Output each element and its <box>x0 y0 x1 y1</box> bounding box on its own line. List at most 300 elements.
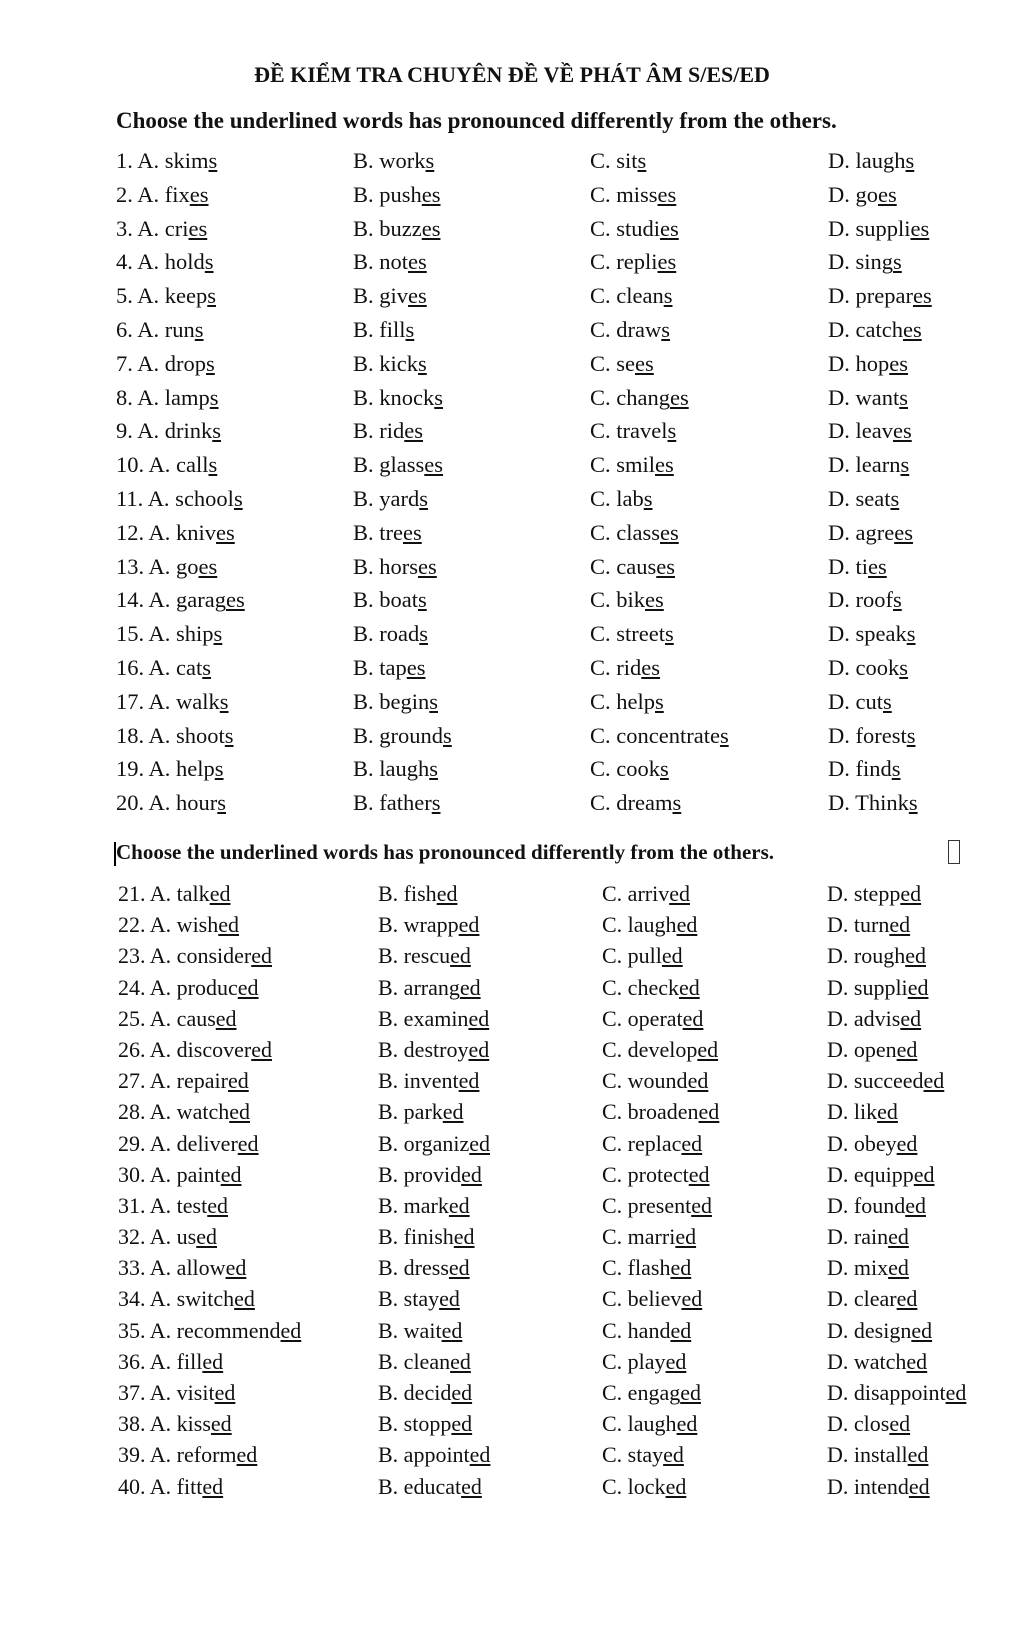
underlined-ending: es <box>216 519 235 545</box>
word-stem: D. clear <box>827 1286 897 1312</box>
word-stem: C. dream <box>590 790 673 816</box>
option-a <box>116 790 226 816</box>
word-stem: C. street <box>590 621 665 647</box>
option-b <box>378 1193 470 1219</box>
underlined-ending: s <box>667 418 677 444</box>
option-c <box>602 1006 703 1032</box>
question-row <box>0 182 1024 216</box>
underlined-ending: ed <box>459 974 481 1000</box>
word-stem: C. clean <box>590 283 664 309</box>
underlined-ending: s <box>655 688 664 714</box>
word-stem: D. cut <box>828 688 883 714</box>
option-a <box>118 975 259 1001</box>
underlined-ending: ed <box>676 912 698 938</box>
question-row <box>0 621 1024 655</box>
word-stem: A. test <box>149 1192 208 1218</box>
word-stem: A. discover <box>149 1036 252 1062</box>
underlined-ending: s <box>637 148 647 173</box>
underlined-ending: es <box>641 654 661 680</box>
option-d <box>828 486 899 512</box>
option-b <box>378 912 479 938</box>
option-a <box>116 351 215 377</box>
word-stem: B. organiz <box>378 1130 470 1156</box>
word-stem: C. lock <box>602 1473 666 1499</box>
word-stem: D. ti <box>828 553 869 579</box>
underlined-ending: es <box>424 452 444 478</box>
word-stem: B. stay <box>378 1286 440 1312</box>
word-stem: C. arriv <box>602 881 670 906</box>
word-stem: C. check <box>602 974 679 1000</box>
underlined-ending: s <box>899 384 909 410</box>
question-number: 21. <box>118 881 150 906</box>
underlined-ending: ed <box>450 943 471 969</box>
option-d <box>827 1099 898 1125</box>
underlined-ending: ed <box>691 1192 712 1218</box>
question-number: 9. <box>116 418 138 444</box>
option-d <box>828 452 909 478</box>
word-stem: C. se <box>590 350 635 376</box>
underlined-ending: ed <box>888 1255 909 1281</box>
option-d <box>827 1474 930 1500</box>
underlined-ending: s <box>207 283 217 309</box>
question-number: 27. <box>118 1068 150 1094</box>
question-number: 8. <box>116 384 138 410</box>
underlined-ending: s <box>208 148 218 173</box>
word-stem: C. pull <box>602 943 662 969</box>
word-stem: C. cook <box>590 756 660 782</box>
option-a <box>118 1193 228 1219</box>
question-row <box>0 486 1024 520</box>
option-b <box>378 1286 460 1312</box>
option-b <box>353 182 441 208</box>
word-stem: C. smil <box>590 452 656 478</box>
option-d <box>827 1193 926 1219</box>
underlined-ending: ed <box>448 1192 470 1218</box>
option-d <box>827 975 928 1001</box>
underlined-ending: ed <box>908 1473 930 1499</box>
word-stem: D. advis <box>827 1005 901 1031</box>
underlined-ending: s <box>663 283 673 309</box>
option-a <box>118 1224 217 1250</box>
option-d <box>827 1006 921 1032</box>
underlined-ending: ed <box>907 974 929 1000</box>
word-stem: A. fix <box>137 181 190 207</box>
underlined-ending: es <box>225 587 245 613</box>
option-d <box>827 1411 910 1437</box>
option-b <box>378 1349 471 1375</box>
word-stem: B. stopp <box>378 1411 452 1437</box>
question-row <box>0 1037 1024 1068</box>
option-b <box>353 587 427 613</box>
word-stem: C. flash <box>602 1255 671 1281</box>
option-c <box>602 1318 691 1344</box>
underlined-ending: es <box>660 215 679 241</box>
word-stem: D. suppli <box>827 974 908 1000</box>
word-stem: A. drink <box>137 418 213 444</box>
word-stem: A. school <box>147 485 234 511</box>
word-stem: B. laugh <box>353 756 430 782</box>
underlined-ending: ed <box>906 1348 928 1374</box>
option-c <box>590 182 676 208</box>
word-stem: D. Think <box>828 790 909 816</box>
word-stem: A. produc <box>149 974 238 1000</box>
option-d <box>827 943 926 969</box>
word-stem: D. disappoint <box>827 1380 946 1405</box>
underlined-ending: es <box>188 215 208 241</box>
underlined-ending: s <box>194 316 204 342</box>
question-row <box>0 1193 1024 1224</box>
underlined-ending: ed <box>215 1005 237 1031</box>
word-stem: D. install <box>827 1442 908 1468</box>
option-a <box>118 1068 249 1094</box>
question-number: 14. <box>116 587 149 613</box>
question-number: 16. <box>116 654 149 680</box>
underlined-ending: s <box>233 485 243 511</box>
word-stem: A. fitt <box>149 1473 203 1499</box>
underlined-ending: s <box>418 350 427 376</box>
underlined-ending: es <box>403 519 422 545</box>
underlined-ending: ed <box>682 1005 704 1031</box>
underlined-ending: ed <box>220 1161 242 1187</box>
question-row <box>0 554 1024 588</box>
word-stem: D. go <box>828 181 878 207</box>
option-b <box>378 1224 475 1250</box>
option-d <box>827 1380 966 1406</box>
question-number: 1. <box>116 148 138 173</box>
question-row <box>0 912 1024 943</box>
underlined-ending: ed <box>436 881 458 906</box>
word-stem: A. switch <box>149 1286 235 1312</box>
option-a <box>116 283 216 309</box>
underlined-ending: ed <box>209 881 231 906</box>
option-b <box>378 1474 482 1500</box>
underlined-ending: es <box>868 553 887 579</box>
word-stem: B. mark <box>378 1192 449 1218</box>
option-b <box>353 655 426 681</box>
option-b <box>353 486 428 512</box>
underlined-ending: ed <box>234 1286 255 1312</box>
option-c <box>602 1349 686 1375</box>
option-a <box>116 655 211 681</box>
question-number: 18. <box>116 722 149 748</box>
underlined-ending: s <box>208 452 218 478</box>
word-stem: B. ground <box>353 722 443 748</box>
word-stem: C. develop <box>602 1036 698 1062</box>
underlined-ending: ed <box>896 1036 918 1062</box>
word-stem: D. sing <box>828 249 894 275</box>
word-stem: C. miss <box>590 181 658 207</box>
option-a <box>118 1006 237 1032</box>
option-c <box>602 1131 702 1157</box>
underlined-ending: ed <box>900 1005 922 1031</box>
question-row <box>0 317 1024 351</box>
underlined-ending: ed <box>698 1099 720 1125</box>
option-d <box>827 1162 935 1188</box>
word-stem: B. rescu <box>378 943 451 969</box>
question-number: 28. <box>118 1099 150 1125</box>
option-c <box>602 1286 702 1312</box>
word-stem: B. buzz <box>353 215 422 241</box>
word-stem: D. cook <box>828 654 900 680</box>
word-stem: B. wait <box>378 1317 442 1343</box>
underlined-ending: s <box>908 790 918 816</box>
underlined-ending: ed <box>227 1068 249 1094</box>
option-a <box>118 881 230 907</box>
underlined-ending: es <box>645 587 664 613</box>
word-stem: B. kick <box>353 350 418 376</box>
word-stem: C. studi <box>590 215 661 241</box>
word-stem: D. prepar <box>828 283 913 309</box>
question-row <box>0 1474 1024 1505</box>
option-a <box>116 587 245 613</box>
option-d <box>828 689 892 715</box>
option-b <box>353 148 434 174</box>
underlined-ending: es <box>660 519 679 545</box>
word-stem: B. wrapp <box>378 912 459 938</box>
option-a <box>116 621 222 647</box>
underlined-ending: s <box>431 790 441 816</box>
word-stem: A. repair <box>149 1068 228 1094</box>
option-b <box>378 975 481 1001</box>
underlined-ending: ed <box>441 1317 463 1343</box>
underlined-ending: ed <box>207 1192 229 1218</box>
option-b <box>353 385 443 411</box>
word-stem: B. examin <box>378 1005 469 1031</box>
underlined-ending: es <box>902 316 922 342</box>
word-stem: B. finish <box>378 1224 454 1250</box>
word-stem: A. cri <box>137 215 189 241</box>
option-b <box>353 790 440 816</box>
option-d <box>827 881 921 907</box>
option-c <box>602 1411 697 1437</box>
question-number: 32. <box>118 1224 150 1250</box>
option-c <box>602 975 700 1001</box>
option-a <box>118 1349 223 1375</box>
word-stem: C. draw <box>590 316 662 342</box>
underlined-ending: ed <box>661 943 683 969</box>
underlined-ending: ed <box>665 1473 687 1499</box>
underlined-ending: ed <box>458 912 480 938</box>
underlined-ending: es <box>657 181 677 207</box>
underlined-ending: ed <box>469 1442 491 1468</box>
word-stem: D. leav <box>828 418 893 444</box>
underlined-ending: s <box>217 790 227 816</box>
word-stem: A. garag <box>148 587 226 613</box>
question-number: 39. <box>118 1442 150 1468</box>
underlined-ending: ed <box>675 1224 697 1250</box>
option-c <box>590 385 689 411</box>
word-stem: B. not <box>353 249 409 275</box>
option-c <box>602 1162 710 1188</box>
option-a <box>118 1099 250 1125</box>
question-row <box>0 723 1024 757</box>
question-number: 3. <box>116 215 138 241</box>
underlined-ending: ed <box>877 1099 898 1125</box>
underlined-ending: ed <box>202 1473 224 1499</box>
word-stem: A. watch <box>149 1099 230 1125</box>
word-stem: B. provid <box>378 1161 462 1187</box>
question-row <box>0 1380 1024 1411</box>
option-d <box>828 723 916 749</box>
option-a <box>118 1411 232 1437</box>
underlined-ending: ed <box>681 1286 703 1312</box>
underlined-ending: s <box>643 485 653 511</box>
underlined-ending: es <box>892 418 912 444</box>
underlined-ending: ed <box>450 1348 471 1374</box>
underlined-ending: s <box>906 621 916 647</box>
option-c <box>590 216 679 242</box>
question-row <box>0 385 1024 419</box>
word-stem: B. push <box>353 181 422 207</box>
underlined-ending: ed <box>889 912 911 938</box>
option-a <box>116 216 207 242</box>
underlined-ending: es <box>406 654 426 680</box>
word-stem: D. clos <box>827 1411 890 1437</box>
question-number: 6. <box>116 316 138 342</box>
word-stem: D. succeed <box>827 1068 924 1094</box>
option-a <box>116 723 234 749</box>
underlined-ending: ed <box>210 1411 232 1437</box>
section1-questions <box>0 148 1024 824</box>
option-b <box>378 1131 490 1157</box>
option-a <box>118 1380 235 1406</box>
underlined-ending: ed <box>461 1161 482 1187</box>
question-number: 19. <box>116 756 149 782</box>
underlined-ending: ed <box>214 1380 236 1405</box>
question-row <box>0 249 1024 283</box>
question-row <box>0 790 1024 824</box>
option-b <box>353 418 423 444</box>
underlined-ending: ed <box>229 1099 250 1125</box>
option-b <box>353 249 427 275</box>
question-number: 26. <box>118 1036 150 1062</box>
underlined-ending: ed <box>905 1192 926 1218</box>
question-number: 40. <box>118 1473 150 1499</box>
word-stem: B. rid <box>353 418 405 444</box>
underlined-ending: ed <box>663 1442 684 1468</box>
word-stem: D. speak <box>828 621 907 647</box>
underlined-ending: s <box>419 485 429 511</box>
option-c <box>602 1380 701 1406</box>
underlined-ending: es <box>878 181 897 207</box>
underlined-ending: es <box>418 553 437 579</box>
word-stem: D. find <box>828 756 892 782</box>
question-number: 2. <box>116 181 138 207</box>
underlined-ending: s <box>891 756 901 782</box>
option-b <box>378 1442 490 1468</box>
option-c <box>602 1068 708 1094</box>
underlined-ending: ed <box>889 1411 911 1437</box>
word-stem: C. chang <box>590 384 670 410</box>
word-stem: B. knock <box>353 384 435 410</box>
word-stem: A. allow <box>149 1255 226 1281</box>
option-c <box>590 723 729 749</box>
underlined-ending: s <box>660 756 669 782</box>
question-row <box>0 351 1024 385</box>
question-number: 31. <box>118 1192 150 1218</box>
word-stem: D. open <box>827 1036 897 1062</box>
word-stem: B. glass <box>353 452 425 478</box>
word-stem: C. bik <box>590 587 646 613</box>
option-d <box>827 1255 909 1281</box>
underlined-ending: ed <box>251 943 272 969</box>
option-c <box>602 912 697 938</box>
word-stem: B. clean <box>378 1348 451 1374</box>
section1-instruction: Choose the underlined words has pronounced differently from the others. <box>116 108 837 133</box>
underlined-ending: es <box>889 350 908 376</box>
underlined-ending: ed <box>280 1317 302 1343</box>
question-number: 20. <box>116 790 149 816</box>
word-stem: D. design <box>827 1317 912 1343</box>
word-stem: A. walk <box>148 688 220 714</box>
option-b <box>378 943 471 969</box>
word-stem: C. sit <box>590 148 638 173</box>
option-d <box>828 385 908 411</box>
word-stem: C. travel <box>590 418 668 444</box>
underlined-ending: s <box>419 621 429 647</box>
question-number: 10. <box>116 452 149 478</box>
word-stem: C. hand <box>602 1317 671 1343</box>
underlined-ending: es <box>910 215 930 241</box>
underlined-ending: ed <box>469 1130 491 1156</box>
option-d <box>827 1286 917 1312</box>
option-c <box>602 1255 691 1281</box>
question-number: 24. <box>118 974 150 1000</box>
underlined-ending: es <box>912 283 932 309</box>
question-row <box>0 148 1024 182</box>
question-row <box>0 1162 1024 1193</box>
word-stem: D. catch <box>828 316 903 342</box>
option-c <box>590 351 654 377</box>
option-c <box>602 1099 719 1125</box>
question-row <box>0 655 1024 689</box>
underlined-ending: ed <box>458 1068 480 1094</box>
word-stem: A. lamp <box>137 384 210 410</box>
word-stem: D. found <box>827 1192 906 1218</box>
question-row <box>0 756 1024 790</box>
option-b <box>353 689 438 715</box>
word-stem: C. rid <box>590 654 642 680</box>
word-stem: B. educat <box>378 1473 462 1499</box>
word-stem: A. consider <box>149 943 252 969</box>
option-a <box>118 1318 301 1344</box>
option-b <box>353 554 437 580</box>
underlined-ending: s <box>905 148 915 173</box>
word-stem: A. wish <box>149 912 219 938</box>
word-stem: C. play <box>602 1348 666 1374</box>
underlined-ending: s <box>429 756 439 782</box>
underlined-ending: ed <box>451 1380 473 1405</box>
underlined-ending: ed <box>670 1255 692 1281</box>
underlined-ending: s <box>883 688 892 714</box>
underlined-ending: s <box>661 316 671 342</box>
question-number: 13. <box>116 553 149 579</box>
word-stem: A. caus <box>149 1005 216 1031</box>
option-c <box>590 587 664 613</box>
underlined-ending: ed <box>251 1036 272 1062</box>
option-b <box>353 723 452 749</box>
word-stem: B. giv <box>353 283 409 309</box>
underlined-ending: s <box>672 790 682 816</box>
option-a <box>118 1037 272 1063</box>
question-row <box>0 587 1024 621</box>
word-stem: C. laugh <box>602 912 677 938</box>
word-stem: A. recommend <box>149 1317 281 1343</box>
option-d <box>828 655 908 681</box>
underlined-ending: ed <box>202 1348 224 1374</box>
option-d <box>828 756 901 782</box>
underlined-ending: es <box>198 553 218 579</box>
